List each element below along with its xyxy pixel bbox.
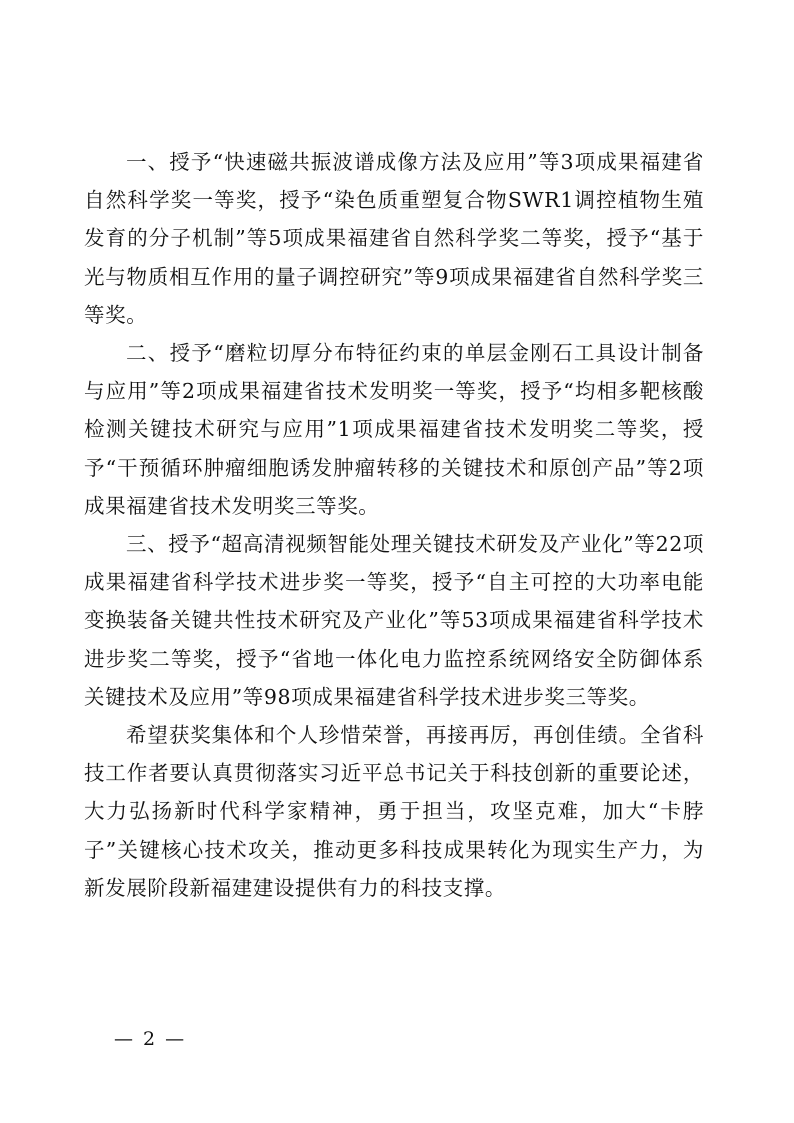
- paragraph-closing-remarks: 希望获奖集体和个人珍惜荣誉，再接再厉，再创佳绩。全省科技工作者要认真贯彻落实习近平总书记关于科技创新的重要论述，大力弘扬新时代科学家精神，勇于担当，攻坚克难，加大“卡脖子”关键核心技术攻关，推动更多科技成果转化为现实生产力，为新发展阶段新福建建设提供有力的科技支撑。: [84, 723, 704, 900]
- paragraph-natural-science-award: 一、授予“快速磁共振波谱成像方法及应用”等3项成果福建省自然科学奖一等奖，授予“染色质重塑复合物SWR1调控植物生殖发育的分子机制”等5项成果福建省自然科学奖二等奖，授予“基于光与物质相互作用的量子调控研究”等9项成果福建省自然科学奖三等奖。: [84, 150, 704, 327]
- document-body: [84, 143, 704, 907]
- paragraph-technology-invention-award: 二、授予“磨粒切厚分布特征约束的单层金刚石工具设计制备与应用”等2项成果福建省技术发明奖一等奖，授予“均相多靶核酸检测关键技术研究与应用”1项成果福建省技术发明奖二等奖，授予“干预循环肿瘤细胞诱发肿瘤转移的关键技术和原创产品”等2项成果福建省技术发明奖三等奖。: [84, 341, 704, 518]
- paragraph-technology-progress-award: 三、授予“超高清视频智能处理关键技术研发及产业化”等22项成果福建省科学技术进步奖一等奖，授予“自主可控的大功率电能变换装备关键共性技术研究及产业化”等53项成果福建省科学技术进步奖二等奖，授予“省地一体化电力监控系统网络安全防御体系关键技术及应用”等98项成果福建省科学技术进步奖三等奖。: [84, 532, 704, 709]
- page-number: — 2 —: [114, 1028, 187, 1050]
